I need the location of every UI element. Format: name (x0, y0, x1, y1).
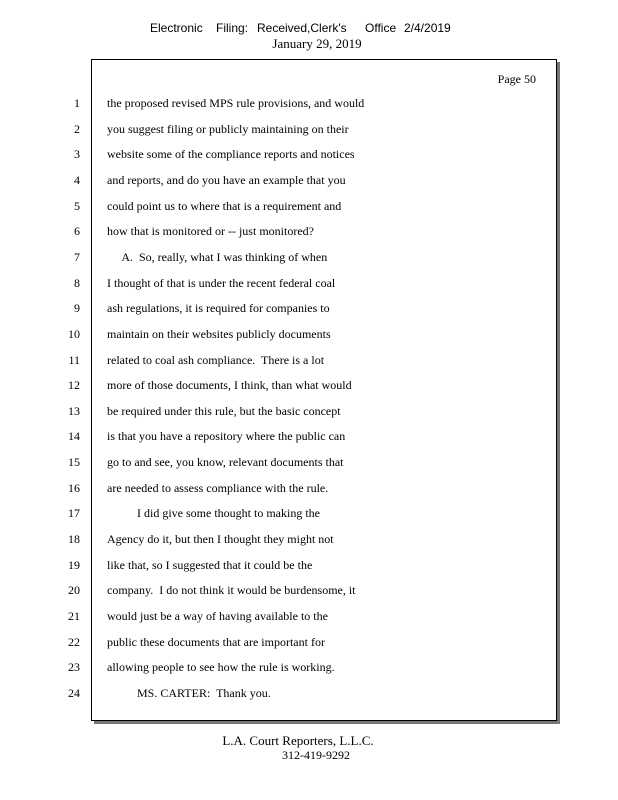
transcript-line-text: Agency do it, but then I thought they might not (107, 532, 334, 546)
line-number: 24 (68, 686, 80, 700)
line-number: 15 (68, 455, 80, 469)
transcript-line-text: I thought of that is under the recent federal coal (107, 276, 336, 290)
transcript-line-text: would just be a way of having available to the (107, 609, 328, 623)
line-number: 19 (68, 558, 80, 572)
transcript-line-text: how that is monitored or -- just monitored? (107, 224, 314, 238)
line-number: 21 (68, 609, 80, 623)
transcript-line-text: is that you have a repository where the public can (107, 429, 346, 443)
line-number: 12 (68, 378, 80, 392)
transcript-line-text: A. So, really, what I was thinking of when (107, 250, 328, 264)
line-number: 10 (68, 327, 80, 341)
filing-stamp-word-2: Filing: (216, 21, 249, 35)
line-number: 1 (74, 96, 80, 110)
transcript-line-text: you suggest filing or publicly maintaining on their (107, 122, 349, 136)
transcript-line-text: could point us to where that is a requirement and (107, 199, 342, 213)
transcript-line-text: ash regulations, it is required for companies to (107, 301, 330, 315)
court-reporter-phone: 312-419-9292 (282, 748, 350, 762)
transcript-line-text: and reports, and do you have an example that you (107, 173, 346, 187)
line-number: 4 (74, 173, 80, 187)
line-number: 22 (68, 635, 80, 649)
transcript-line-text: MS. CARTER: Thank you. (107, 686, 271, 700)
transcript-line-text: go to and see, you know, relevant documents that (107, 455, 344, 469)
transcript-line-text: the proposed revised MPS rule provisions, and would (107, 96, 365, 110)
transcript-line-text: maintain on their websites publicly documents (107, 327, 331, 341)
line-number: 11 (68, 353, 80, 367)
transcript-line-text: are needed to assess compliance with the rule. (107, 481, 329, 495)
transcript-line-text: allowing people to see how the rule is working. (107, 660, 335, 674)
transcript-line-text: like that, so I suggested that it could be the (107, 558, 313, 572)
line-number: 9 (74, 301, 80, 315)
filing-stamp-date: 2/4/2019 (404, 21, 451, 35)
line-number: 13 (68, 404, 80, 418)
line-number: 2 (74, 122, 80, 136)
hearing-date: January 29, 2019 (272, 36, 362, 51)
line-number: 14 (68, 429, 80, 443)
filing-stamp-word-3: Received,Clerk's (257, 21, 347, 35)
line-number: 7 (74, 250, 80, 264)
line-number: 16 (68, 481, 80, 495)
line-number: 20 (68, 583, 80, 597)
line-number: 18 (68, 532, 80, 546)
transcript-line-text: be required under this rule, but the basic concept (107, 404, 341, 418)
line-number: 23 (68, 660, 80, 674)
transcript-line-text: related to coal ash compliance. There is a lot (107, 353, 325, 367)
line-number: 17 (68, 506, 80, 520)
transcript-line-text: more of those documents, I think, than what would (107, 378, 352, 392)
line-number: 6 (74, 224, 80, 238)
court-reporter-name: L.A. Court Reporters, L.L.C. (222, 733, 374, 748)
line-number: 5 (74, 199, 80, 213)
line-number: 8 (74, 276, 80, 290)
transcript-line-text: website some of the compliance reports and notices (107, 147, 355, 161)
page-number: Page 50 (497, 72, 536, 86)
line-number: 3 (74, 147, 80, 161)
transcript-line-text: company. I do not think it would be burdensome, it (107, 583, 356, 597)
transcript-line-text: I did give some thought to making the (107, 506, 320, 520)
filing-stamp-word-1: Electronic (150, 21, 203, 35)
filing-stamp-word-4: Office (365, 21, 397, 35)
filing-stamp (0, 20, 618, 36)
transcript-line-text: public these documents that are important for (107, 635, 325, 649)
